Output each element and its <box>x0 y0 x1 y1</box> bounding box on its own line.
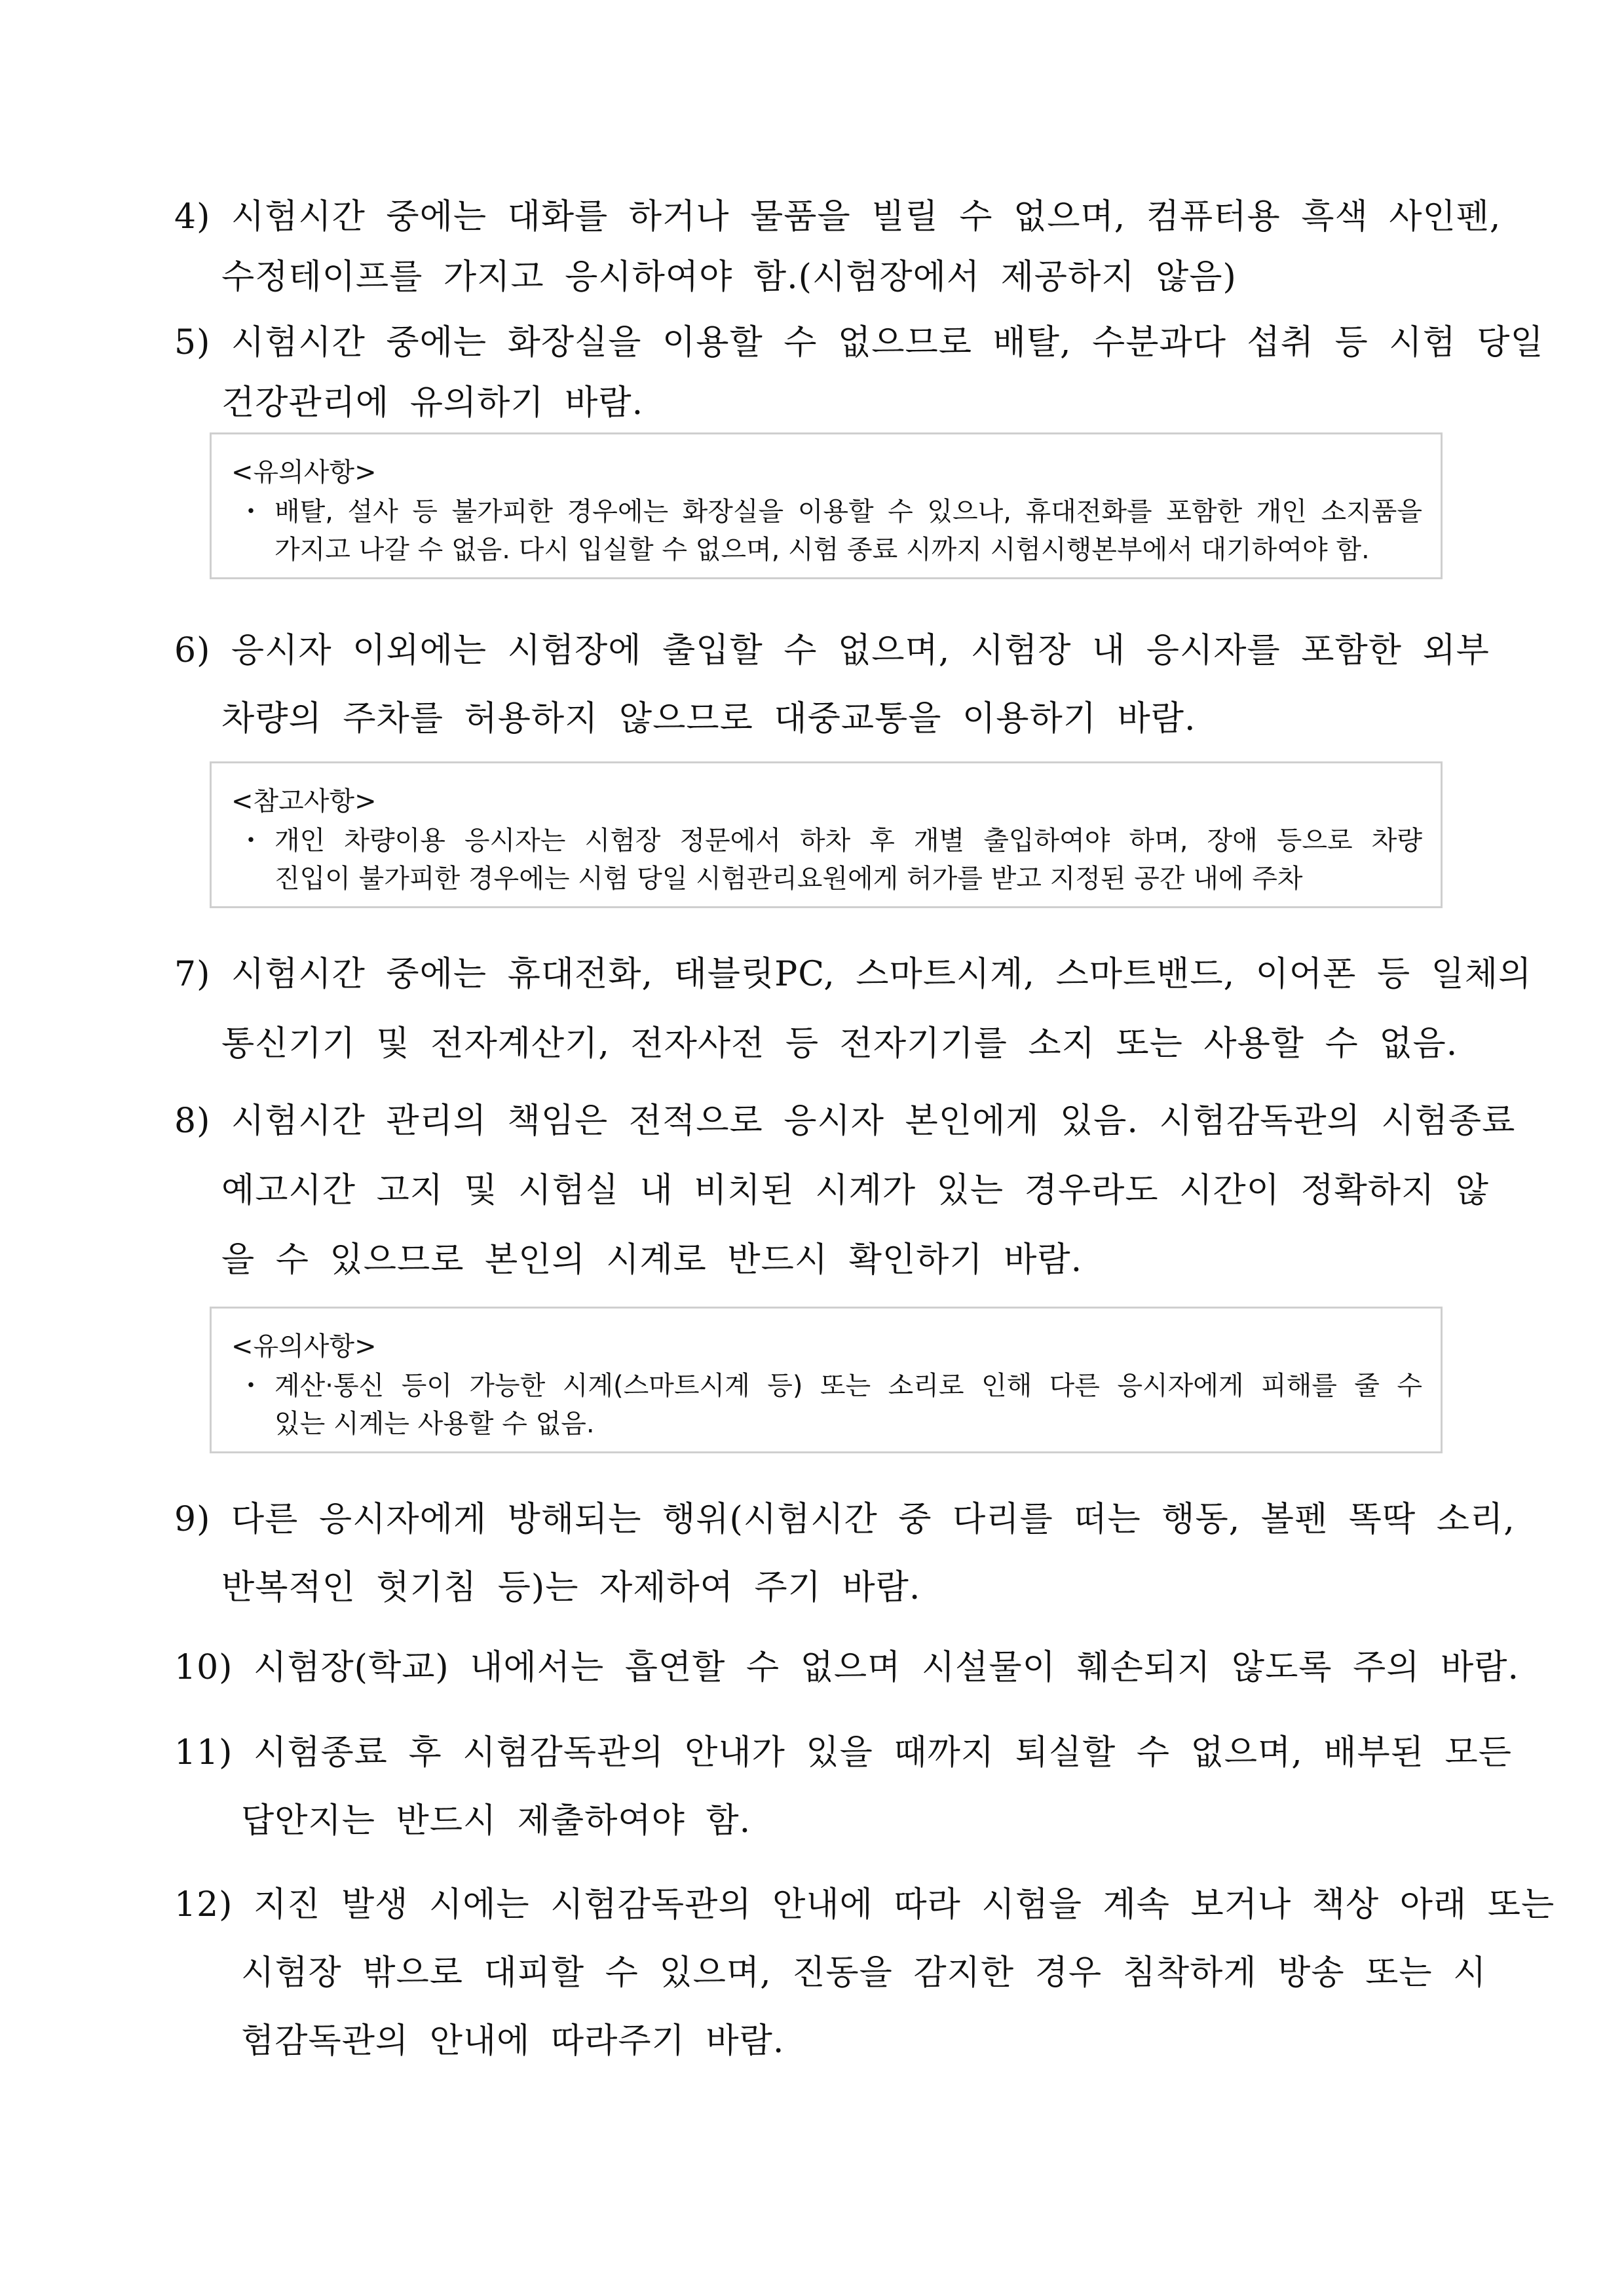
bullet-icon: ・ <box>238 497 264 527</box>
reference-box-title: <참고사항> <box>231 786 377 816</box>
notice-line: 6) 응시자 이외에는 시험장에 출입할 수 없으며, 시험장 내 응시자를 포함한 외부 <box>174 631 1490 670</box>
bullet-icon: ・ <box>238 826 264 856</box>
notice-line: 통신기기 및 전자계산기, 전자사전 등 전자기기를 소지 또는 사용할 수 없음. <box>221 1024 1458 1063</box>
notice-line: 5) 시험시간 중에는 화장실을 이용할 수 없으므로 배탈, 수분과다 섭취 등 시험 당일 <box>174 323 1544 362</box>
caution-box-line: 계산·통신 등이 가능한 시계(스마트시계 등) 또는 소리로 인해 다른 응시자에게 피해를 줄 수 <box>274 1371 1422 1401</box>
notice-line: 을 수 있으므로 본인의 시계로 반드시 확인하기 바람. <box>221 1240 1083 1280</box>
notice-line: 차량의 주차를 허용하지 않으므로 대중교통을 이용하기 바람. <box>221 699 1196 738</box>
notice-line: 9) 다른 응시자에게 방해되는 행위(시험시간 중 다리를 떠는 행동, 볼펜 똑딱 소리, <box>174 1500 1515 1539</box>
notice-line: 10) 시험장(학교) 내에서는 흡연할 수 없으며 시설물이 훼손되지 않도록 주의 바람. <box>174 1648 1520 1687</box>
notice-line: 12) 지진 발생 시에는 시험감독관의 안내에 따라 시험을 계속 보거나 책상 아래 또는 <box>174 1885 1555 1924</box>
notice-line: 11) 시험종료 후 시험감독관의 안내가 있을 때까지 퇴실할 수 없으며, 배부된 모든 <box>174 1733 1513 1772</box>
notice-line: 답안지는 반드시 제출하여야 함. <box>241 1801 751 1841</box>
caution-box-line: 있는 시계는 사용할 수 없음. <box>274 1409 595 1439</box>
notice-line: 8) 시험시간 관리의 책임은 전적으로 응시자 본인에게 있음. 시험감독관의 시험종료 <box>174 1101 1516 1141</box>
caution-box-title: <유의사항> <box>231 457 377 488</box>
notice-line: 예고시간 고지 및 시험실 내 비치된 시계가 있는 경우라도 시간이 정확하지 않 <box>221 1171 1490 1210</box>
caution-box-title: <유의사항> <box>231 1331 377 1362</box>
notice-line: 건강관리에 유의하기 바람. <box>221 383 644 423</box>
notice-line: 4) 시험시간 중에는 대화를 하거나 물품을 빌릴 수 없으며, 컴퓨터용 흑색 사인펜, <box>174 197 1501 237</box>
caution-box-line: 배탈, 설사 등 불가피한 경우에는 화장실을 이용할 수 있으나, 휴대전화를 포함한 개인 소지품을 <box>274 497 1422 527</box>
reference-box-line: 진입이 불가피한 경우에는 시험 당일 시험관리요원에게 허가를 받고 지정된 공간 내에 주차 <box>274 864 1303 894</box>
bullet-icon: ・ <box>238 1371 264 1401</box>
notice-line: 7) 시험시간 중에는 휴대전화, 태블릿PC, 스마트시계, 스마트밴드, 이어폰 등 일체의 <box>174 955 1532 994</box>
notice-line: 반복적인 헛기침 등)는 자제하여 주기 바람. <box>221 1568 921 1607</box>
reference-box <box>210 761 1443 908</box>
reference-box-line: 개인 차량이용 응시자는 시험장 정문에서 하차 후 개별 출입하여야 하며, 장애 등으로 차량 <box>274 826 1422 856</box>
caution-box-line: 가지고 나갈 수 없음. 다시 입실할 수 없으며, 시험 종료 시까지 시험시행본부에서 대기하여야 함. <box>274 535 1370 565</box>
notice-line: 시험장 밖으로 대피할 수 있으며, 진동을 감지한 경우 침착하게 방송 또는 시 <box>241 1953 1487 1993</box>
notice-line: 험감독관의 안내에 따라주기 바람. <box>241 2021 785 2061</box>
caution-box <box>210 1307 1443 1453</box>
notice-line: 수정테이프를 가지고 응시하여야 함.(시험장에서 제공하지 않음) <box>221 258 1237 297</box>
caution-box <box>210 432 1443 579</box>
